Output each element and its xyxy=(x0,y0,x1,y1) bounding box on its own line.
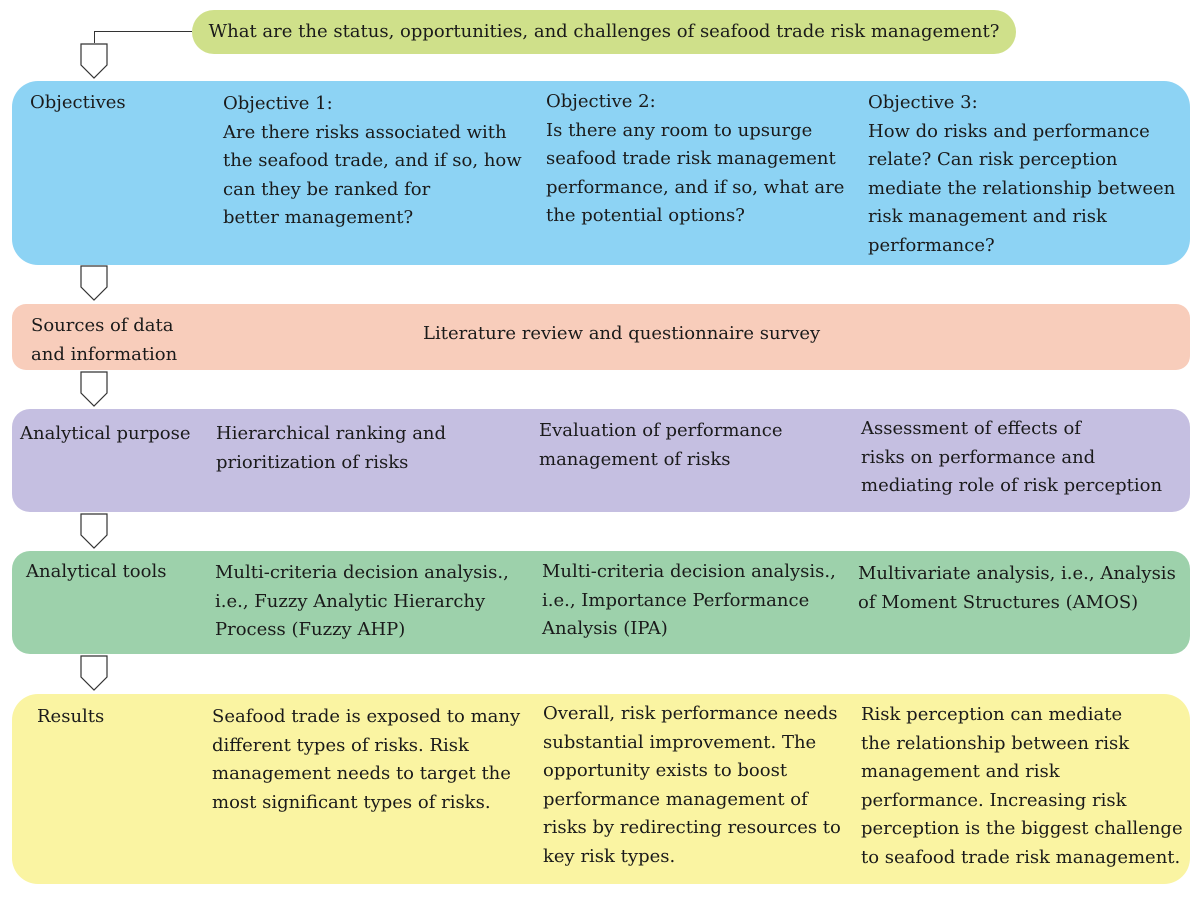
objective-3: Objective 3: How do risks and performance relate? Can risk perception mediate the relationship between risk management and risk performance? xyxy=(868,92,1176,256)
result-1: Seafood trade is exposed to many different types of risks. Risk management needs to target the most significant types of risks. xyxy=(212,706,521,813)
tool-3: Multivariate analysis, i.e., Analysis of Moment Structures (AMOS) xyxy=(858,563,1176,613)
objective-2: Objective 2: Is there any room to upsurge seafood trade risk management performance, and if so, what are the potential options? xyxy=(546,91,845,226)
down-arrow-icon xyxy=(80,655,108,691)
purpose-3: Assessment of effects of risks on performance and mediating role of risk perception xyxy=(861,418,1163,496)
result-3: Risk perception can mediate the relationship between risk management and risk performance. Increasing risk perception is the biggest challenge to seafood trade risk management. xyxy=(861,704,1183,868)
down-arrow-icon xyxy=(80,513,108,549)
analytical-purpose-panel xyxy=(12,409,1190,512)
tool-1: Multi-criteria decision analysis., i.e., Fuzzy Analytic Hierarchy Process (Fuzzy AHP) xyxy=(215,562,509,640)
research-question: What are the status, opportunities, and challenges of seafood trade risk management? xyxy=(192,10,1016,54)
analytical-purpose-label: Analytical purpose xyxy=(20,423,191,444)
purpose-2: Evaluation of performance management of risks xyxy=(539,420,783,470)
objectives-panel xyxy=(12,81,1190,265)
result-2: Overall, risk performance needs substantial improvement. The opportunity exists to boost performance management of risks by redirecting resources to key risk types. xyxy=(543,703,841,867)
results-panel xyxy=(12,694,1190,884)
sources-label: Sources of data and information xyxy=(31,315,178,365)
tool-2: Multi-criteria decision analysis., i.e., Importance Performance Analysis (IPA) xyxy=(542,561,836,639)
purpose-1: Hierarchical ranking and prioritization of risks xyxy=(216,423,447,473)
down-arrow-icon xyxy=(80,265,108,301)
question-connector-vertical xyxy=(94,31,95,43)
results-label: Results xyxy=(37,706,105,727)
sources-text: Literature review and questionnaire survey xyxy=(423,323,821,344)
question-connector-horizontal xyxy=(94,31,192,32)
objective-1: Objective 1: Are there risks associated with the seafood trade, and if so, how can they be ranked for better management? xyxy=(223,93,522,228)
analytical-tools-label: Analytical tools xyxy=(26,561,167,582)
analytical-tools-panel xyxy=(12,551,1190,654)
down-arrow-icon xyxy=(80,43,108,79)
objectives-label: Objectives xyxy=(30,92,126,113)
sources-panel xyxy=(12,304,1190,370)
down-arrow-icon xyxy=(80,371,108,407)
